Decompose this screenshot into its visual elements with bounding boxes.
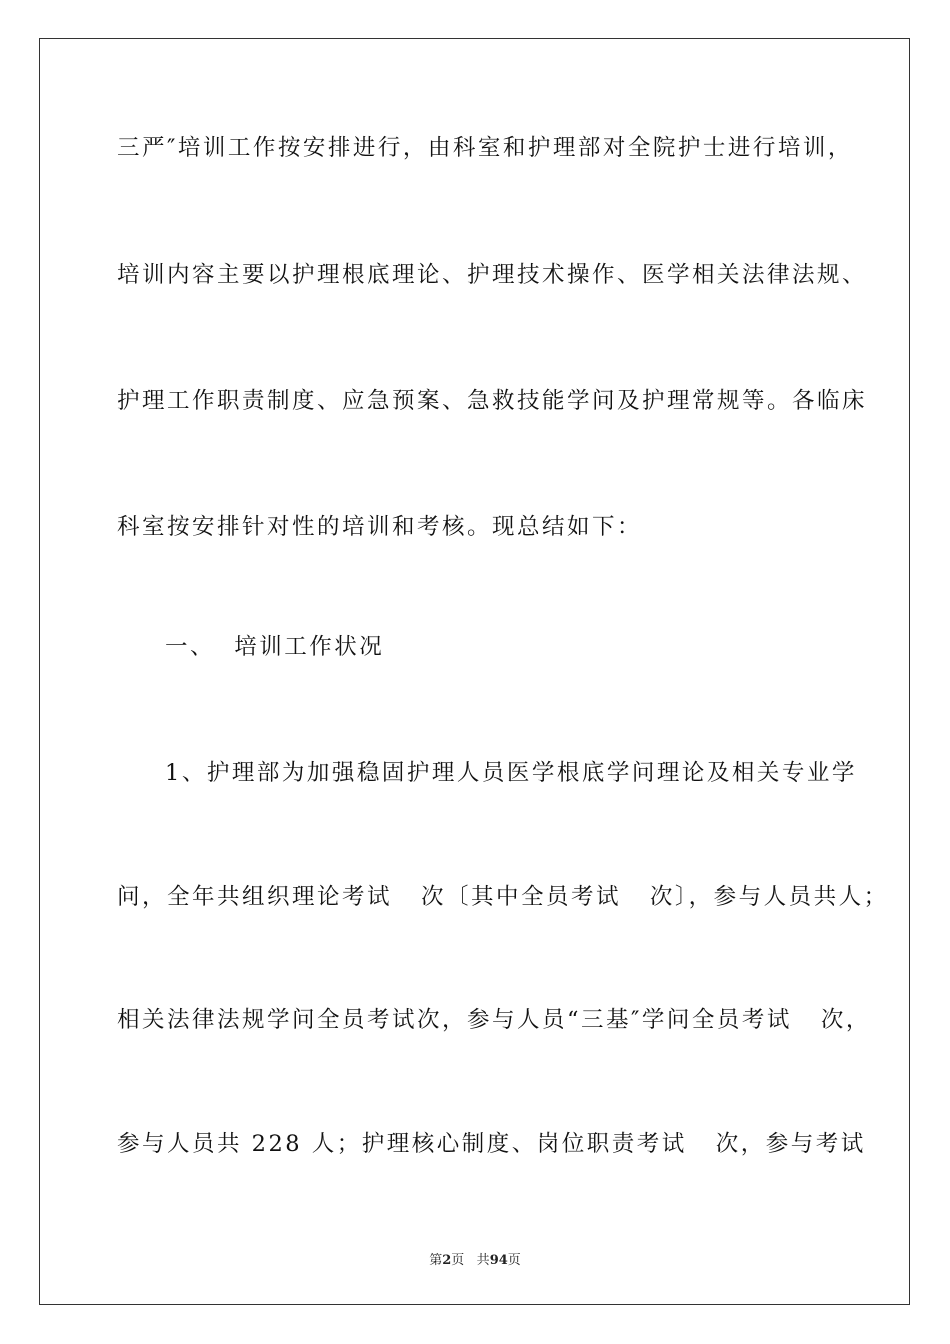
footer-total-suffix: 页 <box>507 1253 521 1268</box>
footer-prefix: 第 <box>429 1253 443 1268</box>
body-text-line: 培训内容主要以护理根底理论、护理技术操作、医学相关法律法规、 <box>117 262 868 288</box>
footer-total-pages: 94 <box>489 1253 508 1268</box>
footer-page-number: 2 <box>442 1253 452 1268</box>
footer-total-prefix: 共 <box>476 1253 490 1268</box>
body-text-line: 1、护理部为加强稳固护理人员医学根底学问理论及相关专业学 <box>165 760 857 786</box>
page-border <box>39 38 910 1305</box>
body-text-line: 问，全年共组织理论考试 次〔其中全员考试 次〕，参与人员共人； <box>117 884 889 910</box>
body-text-line: 参与人员共 228 人；护理核心制度、岗位职责考试 次，参与考试 <box>117 1131 866 1157</box>
footer-page-suffix: 页 <box>451 1253 465 1268</box>
page-footer <box>0 1249 950 1268</box>
body-text-line: 科室按安排针对性的培训和考核。现总结如下： <box>117 514 643 540</box>
body-text-line: 护理工作职责制度、应急预案、急救技能学问及护理常规等。各临床 <box>117 388 868 414</box>
section-heading: 一、 培训工作状况 <box>165 634 385 660</box>
body-text-line: 三严″培训工作按安排进行，由科室和护理部对全院护士进行培训， <box>117 135 853 161</box>
body-text-line: 相关法律法规学问全员考试次，参与人员“三基″学问全员考试 次， <box>117 1007 871 1033</box>
